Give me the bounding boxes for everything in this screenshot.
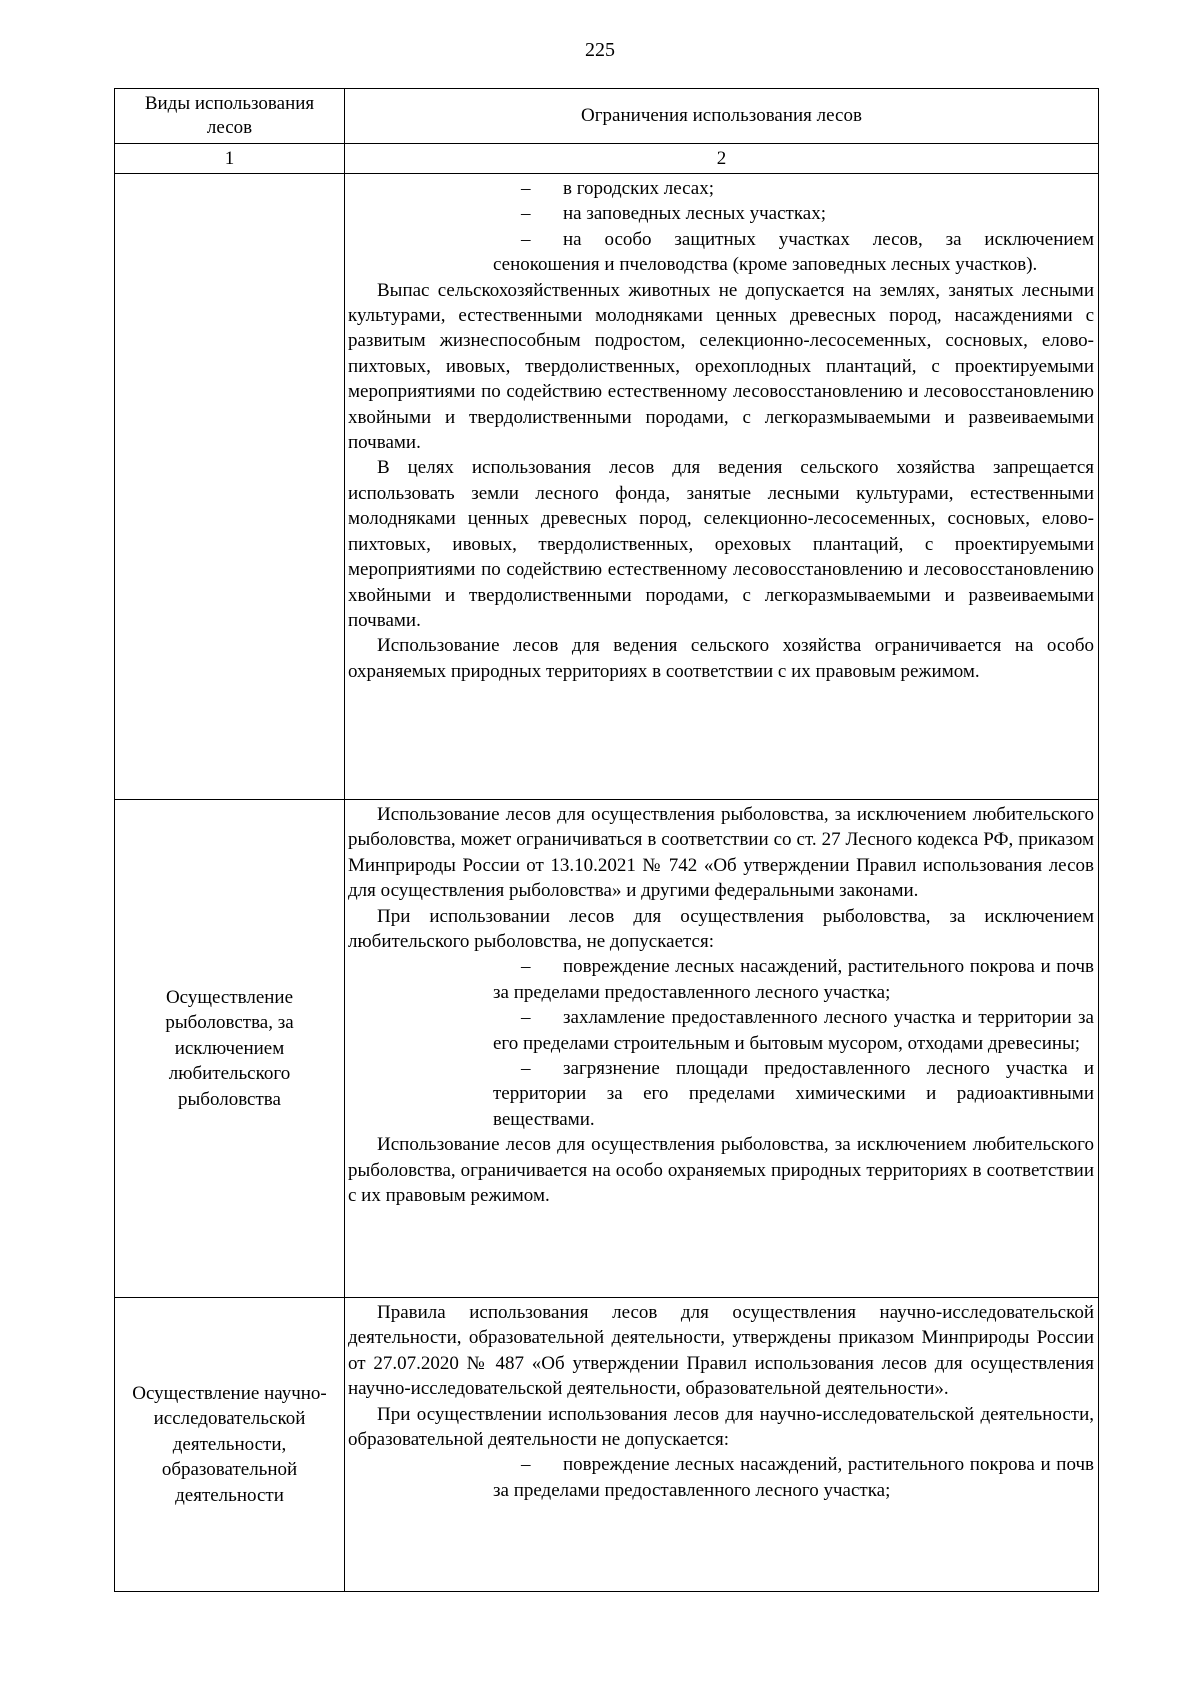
table-header-row [115,89,1099,144]
paragraph: В целях использования лесов для ведения сельского хозяйства запрещается использовать земли лесного фонда, занятые лесными культурами, естественными молодняками ценных древесных пород, селекционно-лесосеменных, сосновых, елово-пихтовых, ивовых, твердолиственных, ореховых плантаций, с проектируемыми мероприятиями по содействию естественному лесовосстановлению и лесовосстановлению хвойными и твердолиственными породами, с легкоразмываемыми и развеиваемыми почвами. [348,457,1094,631]
dash-marker: – [521,1007,531,1029]
list-item: – повреждение лесных насаждений, растительного покрова и почв за пределами предоставленного лесного участка; [493,956,1094,1003]
column-number-1: 1 [224,148,235,169]
paragraph: При осуществлении использования лесов для научно-исследовательской деятельности, образовательной деятельности не допускается: [348,1403,1094,1451]
column-number-2: 2 [716,148,727,169]
category-cell [115,800,345,1298]
category-label: Осуществление рыболовства, за исключением любительского рыболовства [165,986,294,1110]
list-item: – повреждение лесных насаждений, растительного покрова и почв за пределами предоставленного лесного участка; [493,1454,1094,1501]
header-col1-label: Виды использования лесов [144,93,315,138]
dash-marker: – [521,1454,531,1476]
list-item: – захламление предоставленного лесного участка и территории за его пределами строительным и бытовым мусором, отходами древесины; [493,1007,1094,1054]
paragraph: Выпас сельскохозяйственных животных не допускается на землях, занятых лесными культурами, естественными молодняками ценных древесных пород, насаждениями с развитым жизнеспособным подростом, селекционно-лесосеменных, сосновых, елово-пихтовых, ивовых, твердолиственных, орехоплодных плантаций, с проектируемыми мероприятиями по содействию естественному лесовосстановлению и лесовосстановлению хвойными и твердолиственными породами, с легкоразмываемыми и развеиваемыми почвами. [348,279,1094,454]
dash-marker: – [521,178,531,199]
restriction-cell [345,174,1099,800]
table-row [115,800,1099,1298]
category-label: Осуществление научно-исследовательской деятельности, образовательной деятельности [132,1382,327,1506]
dash-marker: – [521,228,531,250]
table-row [115,1298,1099,1592]
paragraph: При использовании лесов для осуществления рыболовства, за исключением любительского рыболовства, не допускается: [348,905,1094,953]
category-cell [115,1298,345,1592]
dash-marker: – [521,1058,531,1080]
restriction-cell [345,1298,1099,1592]
category-cell [115,174,345,800]
dash-marker: – [521,203,531,225]
header-col2-label: Ограничения использования лесов [581,105,862,126]
list-item: – загрязнение площади предоставленного лесного участка и территории за его пределами химическими и радиоактивными веществами. [493,1058,1094,1130]
column-number-row [115,144,1099,174]
paragraph: Правила использования лесов для осуществления научно-исследовательской деятельности, образовательной деятельности, утверждены приказом Минприроды России от 27.07.2020 № 487 «Об утверждении Правил использования лесов для осуществления научно-исследовательской деятельности, образовательной деятельности». [348,1302,1094,1400]
page-number: 225 [585,39,615,61]
forest-use-table [114,88,1099,1592]
list-item: – на заповедных лесных участках; [348,201,1094,226]
paragraph: Использование лесов для осуществления рыболовства, за исключением любительского рыболовства, может ограничиваться в соответствии со ст. 27 Лесного кодекса РФ, приказом Минприроды России от 13.10.2021 № 742 «Об утверждении Правил использования лесов для осуществления рыболовства» и другими федеральными законами. [348,804,1094,902]
restriction-cell [345,800,1099,1298]
paragraph: Использование лесов для ведения сельского хозяйства ограничивается на особо охраняемых природных территориях в соответствии с их правовым режимом. [348,635,1094,682]
list-item: – на особо защитных участках лесов, за исключением сенокошения и пчеловодства (кроме заповедных лесных участков). [493,228,1094,276]
header-cell-col2 [345,89,1099,144]
header-cell-col1 [115,89,345,144]
paragraph: Использование лесов для осуществления рыболовства, за исключением любительского рыболовства, ограничивается на особо охраняемых природных территориях в соответствии с их правовым режимом. [348,1134,1094,1207]
table-row [115,174,1099,800]
dash-marker: – [521,956,531,978]
list-item: – в городских лесах; [348,176,1094,201]
